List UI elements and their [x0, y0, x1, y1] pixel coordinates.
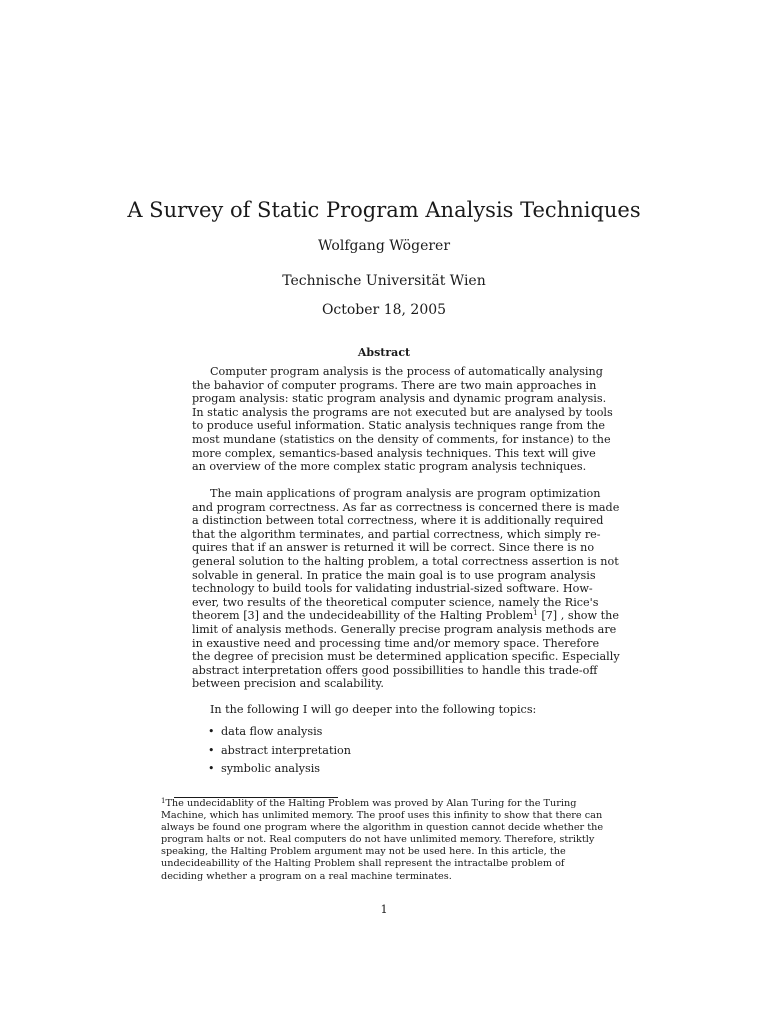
abstract-paragraph-3	[192, 703, 572, 717]
list-item-label: abstract interpretation	[221, 743, 351, 757]
text-line: In static analysis the programs are not executed but are analysed by tools	[192, 405, 613, 419]
text-line: to produce useful information. Static analysis techniques range from the	[192, 419, 606, 433]
text-line: an overview of the more complex static program analysis techniques.	[192, 460, 587, 474]
text-line: the bahavior of computer programs. There are two main approaches in	[192, 378, 597, 392]
text-line: quires that if an answer is returned it will be correct. Since there is no	[192, 541, 595, 555]
text-line: more complex, semantics-based analysis techniques. This text will give	[192, 446, 596, 460]
text-line: The main applications of program analysis are program optimization	[210, 487, 601, 500]
bullet-icon: •	[208, 725, 215, 738]
list-item	[208, 760, 351, 779]
text-line: in exaustive need and processing time and/or memory space. Therefore	[192, 636, 600, 650]
text-segment: [7] , show the	[537, 609, 619, 623]
text-line: and program correctness. As far as correctness is concerned there is made	[192, 500, 620, 514]
footnote	[161, 798, 605, 883]
text-line: most mundane (statistics on the density of comments, for instance) to the	[192, 432, 611, 446]
footnote-text: The undecidablity of the Halting Problem was proved by Alan Turing for the Turing Machine, which has unlimited memory. The proof uses this infinity to show that there can always be found one program where the algorithm in question cannot decide whether the program halts or not. Real computers do not have unlimited memory. Therefore, striktly speaking, the Halting Problem argument may not be used here. In this article, the undecideabillity of the Halting Problem shall represent the intractalbe problem of deciding whether a program on a real machine terminates.	[161, 798, 604, 882]
text-line: progam analysis: static program analysis and dynamic program analysis.	[192, 392, 607, 406]
footnote-reference[interactable]: 1	[533, 609, 538, 618]
abstract-paragraph-1	[192, 365, 613, 474]
text-line: solvable in general. In pratice the main goal is to use program analysis	[192, 568, 596, 582]
footnote-marker: 1	[161, 797, 166, 805]
page-number: 1	[380, 903, 388, 916]
text-line: that the algorithm terminates, and partial correctness, which simply re-	[192, 527, 601, 541]
topics-list	[208, 723, 351, 779]
abstract-paragraph-2	[192, 487, 620, 691]
text-line: technology to build tools for validating industrial-sized software. How-	[192, 582, 593, 596]
text-line: the degree of precision must be determined application specific. Especially	[192, 650, 620, 664]
text-line: general solution to the halting problem, a total correctness assertion is not	[192, 554, 619, 568]
abstract-heading: Abstract	[357, 346, 411, 359]
list-item	[208, 742, 351, 761]
publication-date: October 18, 2005	[321, 302, 447, 318]
author-name: Wolfgang Wögerer	[317, 238, 451, 254]
text-line-with-footnote-ref	[192, 609, 619, 623]
list-item-label: symbolic analysis	[221, 762, 321, 775]
text-line: Computer program analysis is the process of automatically analysing	[210, 365, 603, 378]
list-item-label: data flow analysis	[221, 725, 323, 738]
text-line: a distinction between total correctness, where it is additionally required	[192, 514, 604, 528]
text-line: In the following I will go deeper into the following topics:	[210, 703, 537, 716]
bullet-icon: •	[208, 762, 215, 775]
list-item	[208, 723, 351, 742]
author-affiliation: Technische Universität Wien	[282, 273, 486, 289]
text-segment: theorem [3] and the undecideabillity of the Halting Problem	[192, 609, 534, 623]
text-line: limit of analysis methods. Generally precise program analysis methods are	[192, 622, 617, 636]
text-line: between precision and scalability.	[192, 677, 384, 691]
text-line: abstract interpretation offers good possibillities to handle this trade-off	[192, 663, 598, 677]
paper-title: A Survey of Static Program Analysis Techniques	[127, 198, 641, 222]
text-line: ever, two results of the theoretical computer science, namely the Rice's	[192, 595, 599, 609]
bullet-icon: •	[208, 743, 215, 757]
